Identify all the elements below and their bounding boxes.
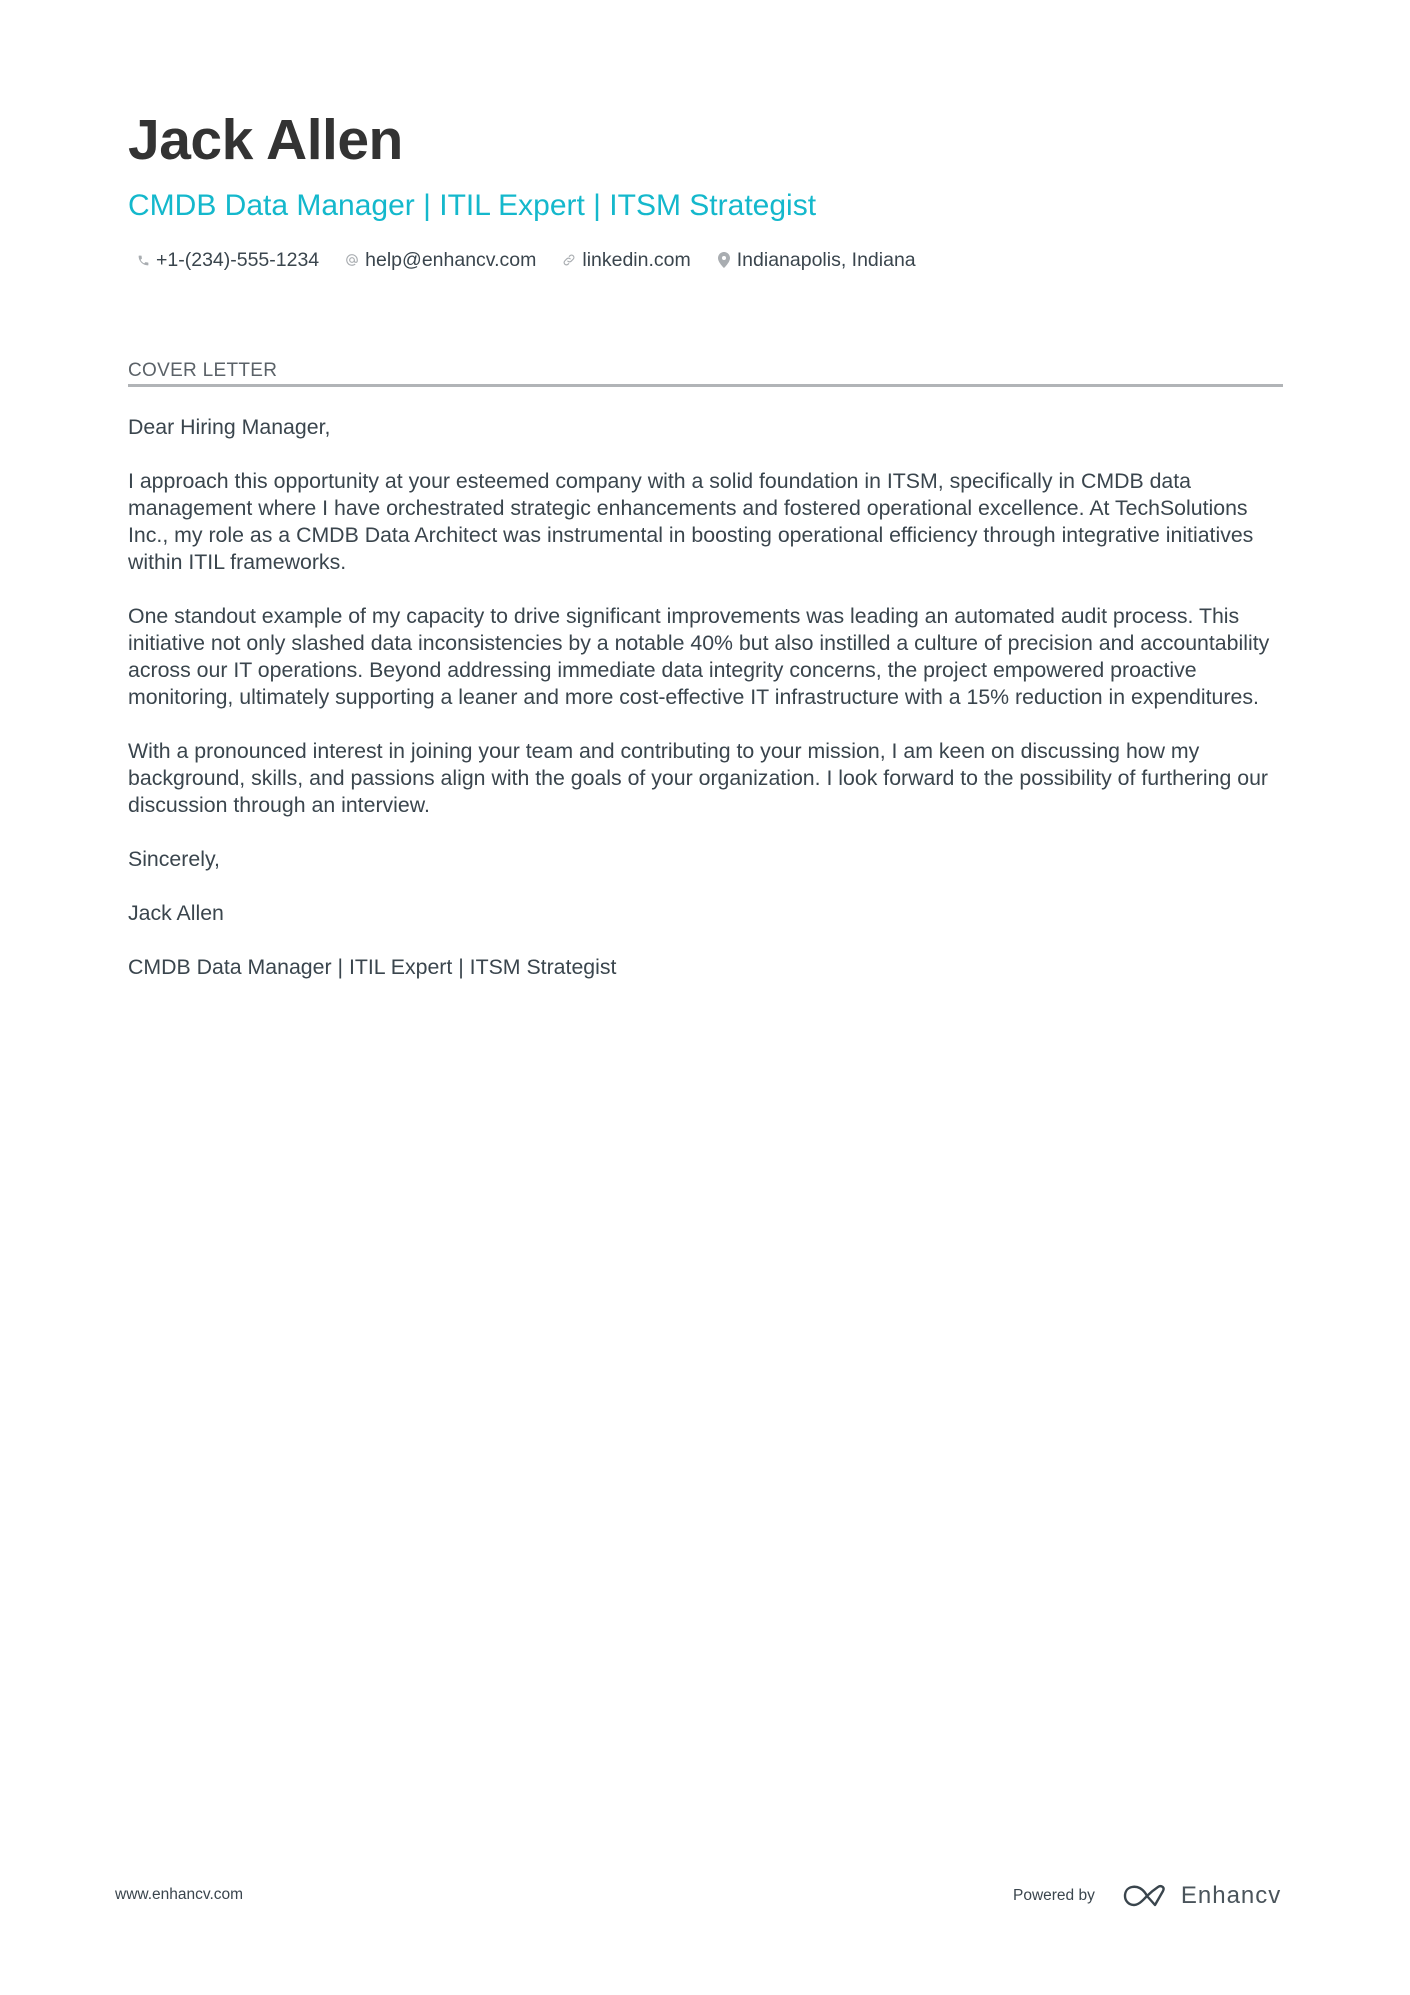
contact-location: [717, 247, 916, 273]
section-title: COVER LETTER: [128, 360, 278, 381]
footer-website-link[interactable]: www.enhancv.com: [115, 1886, 244, 1903]
applicant-name: Jack Allen: [128, 108, 403, 172]
enhancv-logo-icon: [1123, 1883, 1169, 1909]
contact-phone[interactable]: [136, 247, 319, 273]
phone-number: +1-(234)-555-1234: [156, 249, 320, 271]
applicant-headline: CMDB Data Manager | ITIL Expert | ITSM Strategist: [128, 189, 817, 222]
linkedin-link: linkedin.com: [582, 249, 691, 271]
letter-closing: Sincerely,: [128, 847, 220, 871]
location-text: Indianapolis, Indiana: [736, 249, 916, 271]
signature-title: CMDB Data Manager | ITIL Expert | ITSM Strategist: [128, 955, 617, 979]
letter-paragraph: I approach this opportunity at your esteemed company with a solid foundation in ITSM, specifically in CMDB data management where I have orchestrated strategic enhancements and fostered operational excellence. At TechSolutions Inc., my role as a CMDB Data Architect was instrumental in boosting operational efficiency through integrative initiatives within ITIL frameworks.: [128, 469, 1254, 574]
letter-greeting: Dear Hiring Manager,: [128, 415, 331, 439]
contact-email[interactable]: [345, 247, 536, 273]
letter-paragraph: One standout example of my capacity to drive significant improvements was leading an automated audit process. This initiative not only slashed data inconsistencies by a notable 40% but also instilled a culture of precision and accountability across our IT operations. Beyond addressing immediate data integrity concerns, the project empowered proactive monitoring, ultimately supporting a leaner and more cost-effective IT infrastructure with a 15% reduction in expenditures.: [128, 604, 1270, 709]
email-address: help@enhancv.com: [365, 249, 537, 271]
phone-icon: [136, 251, 150, 269]
letter-paragraph: With a pronounced interest in joining your team and contributing to your mission, I am keen on discussing how my background, skills, and passions align with the goals of your organization. I look forward to the possibility of furthering our discussion through an interview.: [128, 739, 1269, 817]
signature-name: Jack Allen: [128, 901, 224, 925]
powered-by-label: Powered by: [1013, 1887, 1095, 1904]
location-pin-icon: [717, 251, 731, 269]
brand-name: Enhancv: [1180, 1882, 1282, 1909]
at-icon: [345, 251, 359, 269]
contact-linkedin[interactable]: [562, 247, 690, 273]
section-divider: [128, 384, 1283, 387]
link-icon: [562, 251, 576, 269]
contact-info: [136, 247, 942, 273]
letter-body: [128, 414, 1288, 1008]
footer-branding[interactable]: [1013, 1881, 1281, 1911]
